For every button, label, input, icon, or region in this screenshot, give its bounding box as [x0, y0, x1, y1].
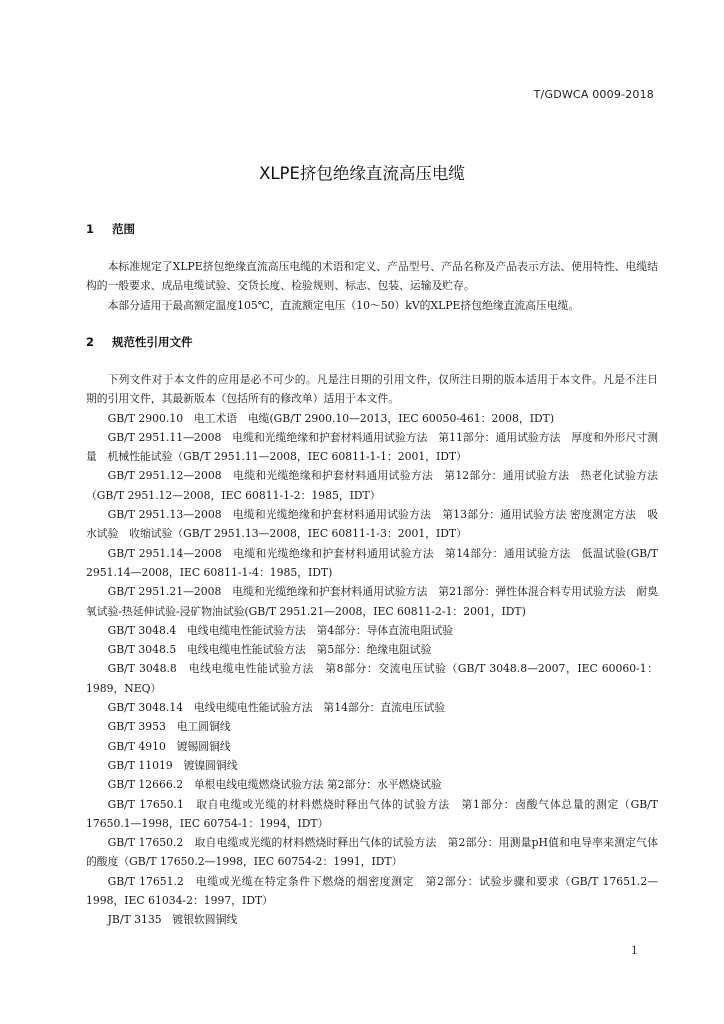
- section-title: 范围: [112, 222, 136, 236]
- section-body-scope: [86, 257, 658, 315]
- reference-item: GB/T 11019 镀镍圆铜线: [107, 758, 238, 772]
- reference-item: GB/T 3048.14 电线电缆电性能试验方法 第14部分：直流电压试验: [107, 701, 446, 715]
- paragraph: 下列文件对于本文件的应用是必不可少的。凡是注日期的引用文件，仅所注日期的版本适用于本文件。凡是不注日期的引用文件，其最新版本（包括所有的修改单）适用于本文件。: [86, 373, 658, 406]
- section-body-references: [86, 370, 658, 930]
- reference-item: GB/T 12666.2 单根电线电缆燃烧试验方法 第2部分：水平燃烧试验: [107, 778, 442, 792]
- section-heading-scope: [86, 221, 135, 237]
- paragraph: 本部分适用于最高额定温度105℃，直流额定电压（10～50）kV的XLPE挤包绝缘直流高压电缆。: [107, 298, 580, 312]
- reference-item: GB/T 3953 电工圆铜线: [107, 720, 231, 734]
- reference-item: GB/T 3048.8 电线电缆电性能试验方法 第8部分：交流电压试验（GB/T 3048.8—2007，IEC 60060-1：1989，NEQ）: [86, 662, 658, 695]
- reference-item: GB/T 2900.10 电工术语 电缆(GB/T 2900.10—2013，IEC 60050-461：2008，IDT): [107, 411, 555, 425]
- reference-item: GB/T 17651.2 电缆或光缆在特定条件下燃烧的烟密度测定 第2部分：试验步骤和要求（GB/T 17651.2—1998，IEC 61034-2：1997，IDT）: [86, 874, 658, 908]
- reference-item: GB/T 3048.4 电线电缆电性能试验方法 第4部分：导体直流电阻试验: [107, 623, 453, 637]
- reference-item: GB/T 4910 镀锡圆铜线: [107, 739, 231, 753]
- section-heading-normative-references: [86, 334, 193, 350]
- page-number: 1: [631, 944, 638, 957]
- paragraph: 本标准规定了XLPE挤包绝缘直流高压电缆的术语和定义、产品型号、产品名称及产品表示方法、使用特性、电缆结构的一般要求、成品电缆试验、交货长度、检验规则、标志、包装、运输及贮存。: [86, 260, 658, 293]
- section-title: 规范性引用文件: [112, 335, 193, 349]
- reference-item: GB/T 17650.1 取自电缆或光缆的材料燃烧时释出气体的试验方法 第1部分：卤酸气体总量的测定（GB/T 17650.1—1998，IEC 60754-1：1994，IDT）: [86, 797, 658, 830]
- reference-item: GB/T 17650.2 取自电缆或光缆的材料燃烧时释出气体的试验方法 第2部分：用测量pH值和电导率来测定气体的酸度（GB/T 17650.2—1998，IEC 60754-2：1991，IDT）: [86, 836, 658, 869]
- reference-item: GB/T 2951.21—2008 电缆和光缆绝缘和护套材料通用试验方法 第21部分：弹性体混合料专用试验方法 耐臭氧试验-热延伸试验-浸矿物油试验(GB/T 2951.21—2008，IEC 60811-2-1：2001，IDT): [86, 585, 658, 618]
- reference-item: GB/T 2951.14—2008 电缆和光缆绝缘和护套材料通用试验方法 第14部分：通用试验方法 低温试验(GB/T 2951.14—2008，IEC 60811-1-4：1985，IDT): [86, 546, 658, 579]
- reference-item: JB/T 3135 镀银软圆铜线: [107, 913, 238, 927]
- reference-item: GB/T 2951.11—2008 电缆和光缆绝缘和护套材料通用试验方法 第11部分：通用试验方法 厚度和外形尺寸测量 机械性能试验（GB/T 2951.11—2008，IEC 60811-1-1：2001，IDT）: [86, 430, 658, 464]
- reference-item: GB/T 3048.5 电线电缆电性能试验方法 第5部分：绝缘电阻试验: [107, 643, 432, 657]
- reference-item: GB/T 2951.13—2008 电缆和光缆绝缘和护套材料通用试验方法 第13部分：通用试验方法 密度测定方法 吸水试验 收缩试验（GB/T 2951.13—2008，IEC 60811-1-3：2001，IDT）: [86, 508, 658, 541]
- section-number: 1: [86, 222, 95, 236]
- document-title: XLPE挤包绝缘直流高压电缆: [259, 164, 465, 183]
- reference-item: GB/T 2951.12—2008 电缆和光缆绝缘和护套材料通用试验方法 第12部分：通用试验方法 热老化试验方法（GB/T 2951.12—2008，IEC 60811-1-2：1985，IDT）: [86, 469, 658, 502]
- standard-code: T/GDWCA 0009-2018: [533, 88, 654, 101]
- section-number: 2: [86, 335, 95, 349]
